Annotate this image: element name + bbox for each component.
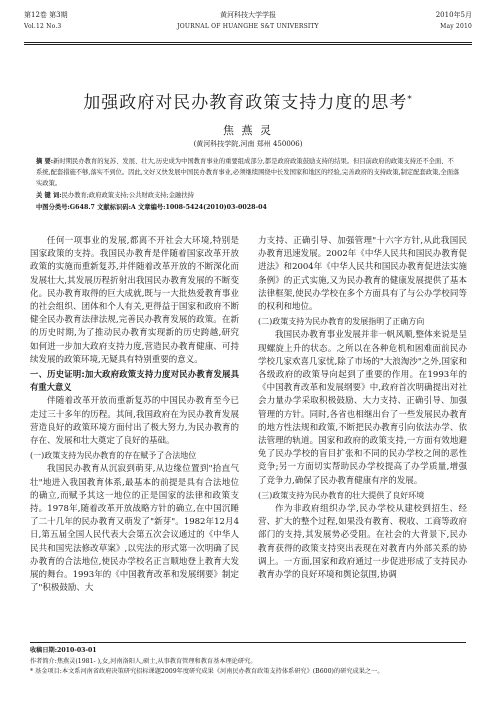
keywords: [36, 190, 460, 201]
abstract-block: [36, 156, 460, 213]
date-cn: 2010年5月: [435, 11, 472, 19]
abstract-text: 新时期民办教育的复苏、发展、壮大,历史成为中国教育事业的重要组成部分,都是政府政策鼓励支持的结果。但目前政府的政策支持还不全面、不系统,配套措施不够,落实不到位。因此,文好又快发展中国民办教育事业,必须继续围绕中长发国家和地区的经验,完善政府的支持政策,制定配套政策,全面落实政策。: [36, 158, 460, 187]
body-paragraph: 作为非政府组织办学,民办学校从建校到招生、经营、扩大的整个过程,如果没有教育、税收、工商等政府部门的支持,其发展势必受阻。在社会的大背景下,民办教育获得的政策支持突出表现在对教育内外部关系的协调上。一方面,国家和政府通过一步促进形成了支持民办教育办学的良好环境和舆论氛围,协调: [258, 504, 467, 581]
journal-en: JOURNAL OF HUANGHE S&T UNIVERSITY: [177, 23, 319, 30]
footnote-block: [30, 642, 466, 678]
classification-line: 中图分类号:G648.7 文献标识码:A 文章编号:1008-5424(2010)03-0028-04: [36, 204, 267, 211]
title-footnote-mark: *: [407, 94, 413, 105]
abstract-label: 摘 要:: [36, 158, 54, 165]
body-column-left: [30, 235, 239, 595]
body-paragraph: 力支持、正确引导、加强管理"十六字方针,从此我国民办教育迅速发展。2002年《中华人民共和国民办教育促进法》和2004年《中华人民共和国民办教育促进法实施条例》的正式实施,又为民办教育的健康发展提供了基本法律框架,使民办学校在多个方面具有了与公办学校同等的权利和地位。: [258, 236, 467, 313]
fund-info: * 基金项目:本文系河南省政府决策研究招标课题2009年度研究成果《河南民办教育政策支持体系研究》(B600)的研究成果之一。: [30, 668, 384, 675]
body-paragraph: 我国民办教育事业发展并非一帆风顺,整体来说是呈现螺旋上升的状态。之所以在各种危机和困难面前民办学校几家欢喜几家忧,除了市场的"大浪淘沙"之外,国家和各级政府的政策导向起到了重要的作用。在1993年的《中国教育改革和发展纲要》中,政府首次明确提出对社会力量办学采取积极鼓励、大力支持、正确引导、加强管理的方针。同时,各省也相继出台了一些发展民办教育的地方性法规和政策,不断把民办教育引向依法办学、依法管理的轨道。国家和政府的政策支持,一方面有效地避免了民办学校的盲目扩张和不同的民办学校之间的恶性竞争;另一方面切实帮助民办学校提高了办学质量,增强了竞争力,确保了民办教育健康有序的发展。: [258, 330, 467, 486]
author-info: 作者简介:焦燕灵(1981- ),女,河南洛阳人,硕士,从事教育管理和教育基本理论研究。: [30, 657, 257, 665]
date-en: May 2010: [440, 23, 472, 30]
body-paragraph: 我国民办教育从沉寂到萌芽,从边缘位置到"拾直气壮"地进入我国教育体系,最基本的前提是具有合法地位的确立,而赋予其这一地位的正是国家的法律和政策支持。1978年,随着改革开放战略方针的确立,在中国沉睡了二十几年的民办教育又萌发了"新芽"。1982年12月4日,第五届全国人民代表大会第五次会议通过的《中华人民共和国宪法修改草案》,以宪法的形式第一次明确了民办教育的合法地位,使民办学校名正言顺地登上教育大发展的舞台。1993年的《中国教育改革和发展纲要》制定了"积极鼓励、大: [30, 464, 239, 594]
body-column-right: [258, 235, 467, 582]
volume-en: Vol.12 No.3: [24, 23, 62, 30]
author-name: 焦 燕 灵: [223, 124, 273, 137]
subsection-heading: (一)政策支持为民办教育的存在赋予了合法地位: [30, 451, 197, 461]
body-paragraph: 任何一项事业的发展,都离不开社会大环境,特别是国家政策的支持。我国民办教育是伴随着国家改革开放政策的实施而重新复苏,并伴随着改革开放的不断深化而发展壮大,其发展历程折射出我国民办教育发展的不断变化。民办教育取得的巨大成就,既与一大批热爱教育事业的社会组织、团体和个人有关,更得益于国家和政府不断健全民办教育法律法规,完善民办教育发展的政策。在新的历史时期,为了推动民办教育实现新的历史跨越,研究如何进一步加大政府支持力度,营造民办教育健康、可持续发展的政策环境,无疑具有特别重要的意义。: [30, 236, 239, 365]
section-heading: 一、历史证明:加大政府政策支持力度对民办教育发展具有重大意义: [30, 369, 239, 393]
received-date: 收稿日期:2010-03-01: [30, 647, 97, 654]
keywords-label: 关 键 词:: [36, 192, 62, 199]
journal-cn: 黄河科技大学学报: [220, 11, 276, 19]
author-affiliation: (黄河科技学院,河南 郑州 450006): [193, 140, 303, 148]
keywords-text: 民办教育;政府政策支持;公共财政支持;金融扶持: [61, 192, 194, 199]
running-header: [24, 8, 472, 43]
subsection-heading: (三)政策支持为民办教育的壮大提供了良好环境: [258, 490, 425, 500]
subsection-heading: (二)政策支持为民办教育的发展指明了正确方向: [258, 317, 425, 327]
header-date: [436, 10, 472, 32]
header-journal: [24, 10, 472, 32]
title-text: 加强政府对民办教育政策支持力度的思考: [83, 93, 408, 113]
abstract: [36, 156, 460, 189]
volume-cn: 第12卷 第3期: [24, 11, 68, 19]
header-rule: [24, 44, 472, 45]
article-title: [0, 88, 496, 113]
body-paragraph: 伴随着改革开放而重新复苏的中国民办教育至今已走过三十多年的历程。其间,我国政府在为民办教育发展营造良好的政策环境方面付出了极大努力,为民办教育的存在、发展和壮大奠定了良好的基础。: [30, 396, 239, 447]
